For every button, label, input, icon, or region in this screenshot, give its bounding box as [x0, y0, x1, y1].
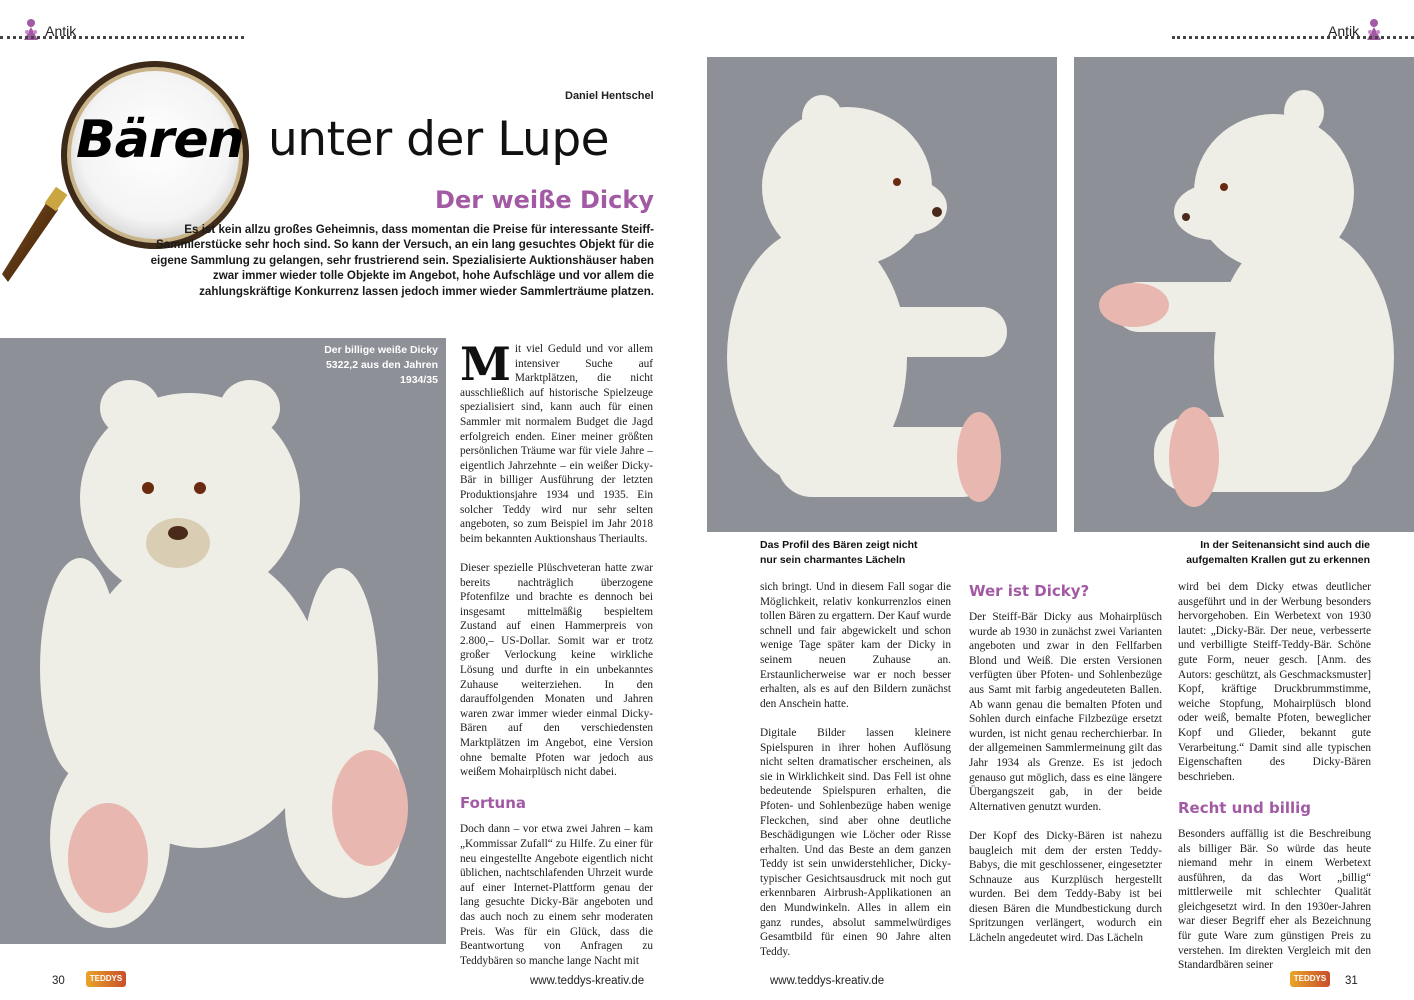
teddy-logo-icon: TEDDYS	[86, 971, 126, 987]
page-number-right: 31	[1345, 975, 1358, 987]
section-heading: Wer ist Dicky?	[969, 582, 1090, 600]
author: Daniel Hentschel	[565, 90, 654, 102]
header-rule-right	[1172, 36, 1414, 39]
title-lens-word: Bären	[76, 110, 244, 170]
photo-side-bear	[1074, 57, 1414, 532]
section-label: Antik	[45, 23, 77, 39]
paragraph: Besonders auffällig ist die Beschreibung als billiger Bär. So würde das heute niemand mehr in einem Werbetext ausführen, da das Wort „billig“ mittlerweile mit schlechter Qualität gleichgesetzt wird. In den 1930er-Jahren war dieser Begriff eher als Bezeichnung für gute Ware zum günstigen Preis zu verstehen. Im direkten Vergleich mit den Standardbären seiner	[1178, 827, 1371, 972]
text-column-4	[1178, 580, 1371, 972]
intro-paragraph: Es ist kein allzu großes Geheimnis, dass momentan die Preise für interessante Steiff-Sammlerstücke sehr hoch sind. So kann der Versuch, an ein lang gesuchtes Objekt für die eigene Sammlung zu gelangen, sehr frustrierend sein. Spezialisierte Auktionshäuser haben zwar immer wieder tolle Objekte im Angebot, hohe Aufschläge und vor allem die zahlungskräftige Konkurrenz lassen jedoch immer wieder Sammlerträume platzen.	[150, 223, 654, 298]
caption-front: Der billige weiße Dicky 5322,2 aus den Jahren 1934/35	[324, 344, 438, 386]
paragraph: Doch dann – vor etwa zwei Jahren – kam „Kommissar Zufall“ zu Hilfe. Zu einer für neu eingestellte Angebote eigentlich nicht üblichen, nachtschlafenden Uhrzeit wurde auf einer Internet-Plattform genau der lang gesuchte Dicky-Bär angeboten und das auch noch zu einem sehr moderaten Preis. Was für ein Glück, dass die Beantwortung von Anfragen zu Teddybären so manche lange Nacht mit	[460, 823, 653, 967]
paragraph: Mit viel Geduld und vor allem intensiver Suche auf Marktplätzen, die nicht ausschließlich auf historische Spielzeuge spezialisiert sind, kann auch für einen Sammler mit normalem Budget die Jagd erfolgreich enden. Einer meiner größten persönlichen Träume war für viele Jahre – eigentlich Jahrzehnte – ein weißer Dicky-Bär in billiger Ausführung der letzten Produktionsjahre 1934 und 1935. Ein solcher Teddy wird nur sehr selten angeboten, so zum Beispiel im Jahr 2018 beim bekannten Auktionshaus Theriaults.	[460, 337, 653, 545]
caption-profile: Das Profil des Bären zeigt nicht nur sein charmantes Lächeln	[760, 539, 918, 566]
paragraph: Digitale Bilder lassen kleinere Spielspuren in ihrer hohen Auflösung nicht selten dramatischer erscheinen, als sie in Wirklichkeit sind. Das Fell ist ohne bedeutende Spielspuren erhalten, die Pfoten- und Sohlenbezüge haben wenige Fleckchen, sind aber ohne deutliche Beschädigungen wie Löcher oder Risse erhalten. Und das Beste an dem ganzen Teddy ist sein unwiderstehlicher, Dicky-typischer Gesichtsausdruck mit noch gut erkennbaren Airbrush-Applikationen an den Mundwinkeln. Alles in allem ein ganz rundes, absolut sammelwürdiges Gesamtbild für einen 90 Jahre alten Teddy.	[760, 726, 951, 958]
page-title: unter der Lupe	[268, 112, 610, 167]
photo-profile-bear	[707, 57, 1057, 532]
paragraph: Dieser spezielle Plüschveteran hatte zwar bereits nachträglich überzogene Pfotenfilze und brachte es dennoch bei insgesamt mittelmäßig bespieltem Zustand auf einen Hammerpreis von 2.800,– US-Dollar. Somit war er trotz großer Verlockung keine wirkliche Lösung und durfte in ein unbekanntes Zuhause weiterziehen. In den darauffolgenden Monaten und Jahren waren zwar immer wieder einmal Dicky-Bären auf den verschiedensten Marktplätzen im Angebot, eine Version ohne bemalte Pfoten war jedoch aus weißem Mohairplüsch nicht dabei.	[460, 561, 653, 779]
subtitle: Der weiße Dicky	[435, 186, 654, 214]
text-column-2	[760, 580, 951, 958]
header-rule-left	[0, 36, 244, 39]
page-number-left: 30	[52, 975, 65, 987]
drop-cap: M	[460, 337, 511, 391]
teddy-logo-icon: TEDDYS	[1290, 971, 1330, 987]
paragraph: Der Steiff-Bär Dicky aus Mohairplüsch wurde ab 1930 in zunächst zwei Varianten angeboten und zwar in den Fellfarben Blond und Weiß. Die ersten Versionen verfügten über Pfoten- und Sohlenbezüge aus Samt mit farbig angedeuteten Ballen. Ab wann genau die bemalten Pfoten und Sohlen durch einfache Filzbezüge ersetzt wurden, ist nicht genau recherchierbar. In der allgemeinen Sammlermeinung gilt das Jahr 1934 als Grenze. Es ist jedoch genauso gut möglich, dass es eine längere Übergangszeit gab, in der beide Alternativen genutzt wurden.	[969, 611, 1162, 813]
paragraph: Der Kopf des Dicky-Bären ist nahezu baugleich mit dem der ersten Teddy-Babys, die mit geschlossener, eingesetzter Schnauze aus Kurzplüsch hergestellt wurden. Bei dem Teddy-Baby ist bei diesen Bären die Mundbestickung durch Spritzungen verlängert, wodurch ein Lächeln angedeutet wird. Das Lächeln	[969, 829, 1162, 945]
section-label: Antik	[1328, 23, 1360, 39]
website-link-left[interactable]: www.teddys-kreativ.de	[530, 975, 645, 987]
paragraph: sich bringt. Und in diesem Fall sogar die Möglichkeit, relativ konkurrenzlos einen tollen Bären zu ergattern. Der Kauf wurde schnell und fair abgewickelt und schon wenige Tage später kam der Dicky in seinem neuen Zuhause an. Erstaunlicherweise war er noch besser erhalten, als es auf den Bildern zunächst den Anschein hatte.	[760, 581, 951, 710]
paragraph: wird bei dem Dicky etwas deutlicher ausgeführt und in der Werbung besonders hervorgehoben. Ein Werbetext von 1930 lautet: „Dicky-Bär. Der neue, verbesserte und verbilligte Steiff-Teddy-Bär. Schöne gute Form, neuer gesch. [Anm. des Autors: geschützt, als Geschmacksmuster] Kopf, kräftige Druckbrummstimme, weiche Stopfung, Mohairplüsch blond oder weiß, bemalte Pfoten, beweglicher Kopf und Glieder, bekannt gute Verarbeitung.“ Damit sind alle typischen Eigenschaften des Dicky-Bären beschrieben.	[1178, 581, 1371, 783]
photo-front-bear	[0, 338, 446, 944]
section-heading: Fortuna	[460, 794, 526, 813]
website-link-right[interactable]: www.teddys-kreativ.de	[770, 975, 885, 987]
section-heading: Recht und billig	[1178, 798, 1312, 817]
caption-side: In der Seitenansicht sind auch die aufgemalten Krallen gut zu erkennen	[1186, 539, 1370, 566]
text-column-3	[969, 580, 1162, 946]
text-column-1	[460, 337, 653, 967]
